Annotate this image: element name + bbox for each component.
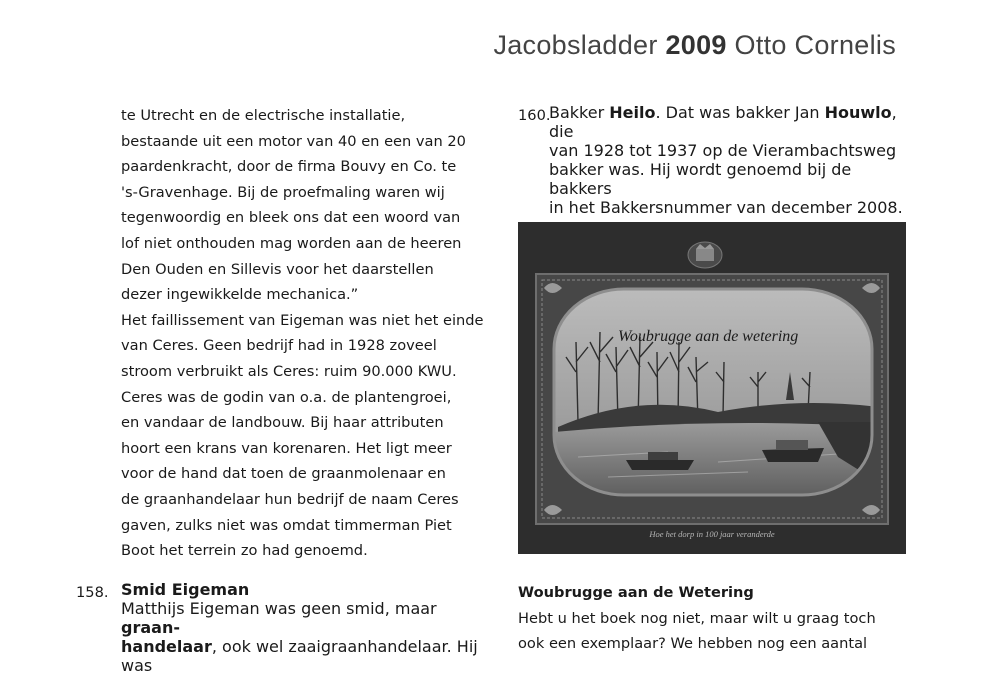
text-run-bold: handelaar (121, 637, 212, 656)
item-160-line (549, 103, 909, 141)
section-heading: Woubrugge aan de Wetering (518, 584, 754, 601)
text-line: en vandaar de landbouw. Bij haar attributen (121, 414, 444, 432)
text-run: Matthijs Eigeman was geen smid, maar (121, 599, 437, 618)
text-line: Het faillissement van Eigeman was niet het einde (121, 311, 484, 329)
item-160-line: bakker was. Hij wordt genoemd bij de bakkers (549, 160, 852, 198)
text-line: ook een exemplaar? We hebben nog een aantal (518, 635, 868, 653)
text-run: , ook wel zaaigraanhandelaar. Hij was (121, 637, 478, 675)
item-158-line (121, 599, 491, 637)
text-run-bold: Heilo (609, 103, 656, 122)
item-158-number: 158. (76, 584, 109, 601)
right-section (518, 580, 898, 657)
text-run-bold: graan- (121, 618, 180, 637)
text-line: voor de hand dat toen de graanmolenaar en (121, 465, 446, 483)
text-line: Ceres was de godin van o.a. de plantengroei, (121, 388, 452, 406)
item-160 (549, 103, 909, 217)
text-run: Bakker (549, 103, 610, 122)
text-run-bold: Houwlo (824, 103, 892, 122)
text-line: Boot het terrein zo had genoemd. (121, 542, 368, 560)
header-author: Otto Cornelis (734, 30, 896, 60)
text-run: , die (549, 103, 897, 141)
text-line: Den Ouden en Sillevis voor het daarstellen (121, 260, 434, 278)
text-run: . Dat was bakker Jan (655, 103, 825, 122)
text-line: stroom verbruikt als Ceres: ruim 90.000 KWU. (121, 362, 457, 380)
text-line: 's-Gravenhage. Bij de proefmaling waren wij (121, 183, 445, 201)
header-title: Jacobsladder (493, 30, 658, 60)
item-160-line: in het Bakkersnummer van december 2008. (549, 198, 903, 217)
left-column (121, 103, 491, 564)
item-160-number: 160. (518, 107, 551, 124)
text-line: lof niet onthouden mag worden aan de heeren (121, 234, 462, 252)
text-line: van Ceres. Geen bedrijf had in 1928 zoveel (121, 337, 437, 355)
text-line: Hebt u het boek nog niet, maar wilt u graag toch (518, 609, 876, 627)
text-line: de graanhandelaar hun bedrijf de naam Ceres (121, 490, 459, 508)
text-line: dezer ingewikkelde mechanica.” (121, 286, 359, 304)
header-year: 2009 (665, 30, 727, 60)
crest-icon (688, 242, 722, 268)
item-158 (121, 580, 491, 675)
text-line: gaven, zulks niet was omdat timmerman Piet (121, 516, 452, 534)
cover-caption: Hoe het dorp in 100 jaar veranderde (649, 529, 775, 539)
book-cover-image (518, 222, 906, 554)
text-line: te Utrecht en de electrische installatie, (121, 107, 406, 124)
text-line: paardenkracht, door de firma Bouvy en Co. te (121, 158, 457, 176)
item-160-line: van 1928 tot 1937 op de Vierambachtsweg (549, 141, 897, 160)
cover-title: Woubrugge aan de wetering (618, 328, 799, 345)
item-158-title: Smid Eigeman (121, 580, 250, 599)
text-line: bestaande uit een motor van 40 en een van 20 (121, 132, 466, 150)
item-158-line (121, 637, 491, 675)
text-line: hoort een krans van korenaren. Het ligt meer (121, 439, 452, 457)
text-line: tegenwoordig en bleek ons dat een woord van (121, 209, 461, 227)
page-header (493, 30, 896, 61)
